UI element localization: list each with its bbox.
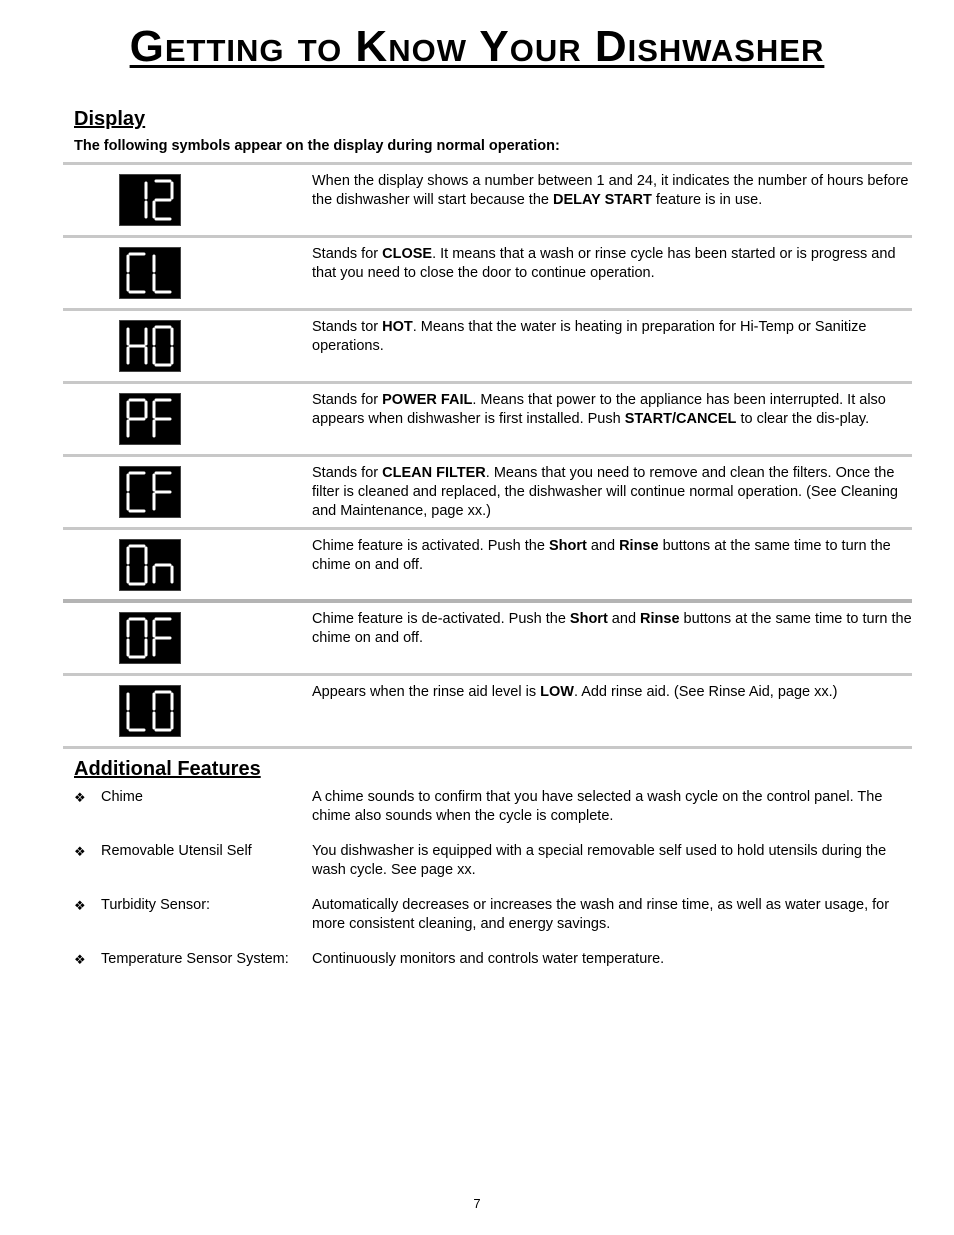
feature-item <box>74 788 914 826</box>
lcd-symbol-pf <box>119 393 181 445</box>
feature-item <box>74 896 914 934</box>
description-text: . Means that power to the appliance has been interrupted. It also appears when dishwasher is first installed. Push <box>312 392 886 427</box>
bold-term: CLEAN FILTER <box>382 465 486 481</box>
display-row <box>63 165 912 238</box>
lcd-symbol-of <box>119 612 181 664</box>
feature-name: Removable Utensil Self <box>101 843 252 859</box>
symbol-description <box>312 391 914 429</box>
description-text: buttons at the same time to turn the chime on and off. <box>312 611 912 646</box>
lcd-symbol-cl <box>119 247 181 299</box>
description-text: . Add rinse aid. (See Rinse Aid, page xx.) <box>573 684 838 700</box>
display-row <box>63 384 912 457</box>
description-text: . Means that the water is heating in preparation for Hi-Temp or Sanitize operations. <box>312 319 867 354</box>
bold-term: CLOSE <box>382 246 433 262</box>
diamond-bullet-icon: ❖ <box>74 790 86 805</box>
bold-term: DELAY START <box>553 192 652 208</box>
symbol-description <box>312 464 914 521</box>
display-row <box>63 530 912 603</box>
diamond-bullet-icon: ❖ <box>74 898 86 913</box>
bold-term: POWER FAIL <box>382 392 473 408</box>
feature-name: Turbidity Sensor: <box>101 897 211 913</box>
description-text: feature is in use. <box>651 192 763 208</box>
lcd-symbol-12 <box>119 174 181 226</box>
description-text: Stands for <box>312 246 383 262</box>
feature-description: Continuously monitors and controls water temperature. <box>312 951 665 967</box>
lcd-symbol-lo <box>119 685 181 737</box>
description-text: Stands for <box>312 465 383 481</box>
description-text: . It means that a wash or rinse cycle has been started or is progress and that you need to close the door to continue operation. <box>312 246 896 281</box>
bold-term: Short <box>569 611 608 627</box>
display-heading: Display <box>74 108 146 130</box>
symbol-description <box>312 610 914 648</box>
description-text: to clear the dis-play. <box>736 411 870 427</box>
description-text: When the display shows a number between 1 and 24, it indicates the number of hours before the dishwasher will start because the <box>312 173 909 208</box>
features-list <box>74 788 914 969</box>
page-number: 7 <box>473 1196 481 1211</box>
description-text: Chime feature is activated. Push the <box>312 538 549 554</box>
description-text: Appears when the rinse aid level is <box>312 684 541 700</box>
lcd-symbol-ho <box>119 320 181 372</box>
description-text: Stands for <box>312 392 383 408</box>
diamond-bullet-icon: ❖ <box>74 844 86 859</box>
display-row <box>63 238 912 311</box>
lcd-symbol-on <box>119 539 181 591</box>
symbol-description <box>312 683 914 702</box>
description-text: and <box>607 611 641 627</box>
feature-item <box>74 950 914 969</box>
symbol-description <box>312 318 914 356</box>
description-text: . Means that you need to remove and clean the filters. Once the filter is cleaned and replaced, the dishwasher will continue normal operation. (See Cleaning and Maintenance, page xx.) <box>312 465 898 519</box>
bold-term: Rinse <box>640 611 680 627</box>
display-row <box>63 311 912 384</box>
description-text: Stands tor <box>312 319 383 335</box>
symbol-description <box>312 245 914 283</box>
feature-name: Chime <box>101 789 143 805</box>
description-text: and <box>586 538 620 554</box>
feature-description: You dishwasher is equipped with a special removable self used to hold utensils during the wash cycle. See page xx. <box>312 843 887 878</box>
lcd-symbol-cf <box>119 466 181 518</box>
display-symbol-table <box>63 162 912 749</box>
display-row <box>63 603 912 676</box>
description-text: Chime feature is de-activated. Push the <box>312 611 570 627</box>
page-title: Getting to Know Your Dishwasher <box>129 22 825 71</box>
bold-term: LOW <box>540 684 574 700</box>
display-row <box>63 676 912 749</box>
feature-description: A chime sounds to confirm that you have selected a wash cycle on the control panel. The chime also sounds when the cycle is complete. <box>312 789 883 824</box>
feature-name: Temperature Sensor System: <box>101 951 289 967</box>
description-text: buttons at the same time to turn the chime on and off. <box>312 538 891 573</box>
bold-term: Short <box>548 538 587 554</box>
bold-term: Rinse <box>619 538 659 554</box>
symbol-description <box>312 537 914 575</box>
display-row <box>63 457 912 530</box>
display-intro: The following symbols appear on the display during normal operation: <box>74 138 560 154</box>
diamond-bullet-icon: ❖ <box>74 952 86 967</box>
symbol-description <box>312 172 914 210</box>
bold-term: HOT <box>382 319 413 335</box>
bold-term: START/CANCEL <box>624 411 737 427</box>
additional-features-heading: Additional Features <box>74 758 261 780</box>
feature-description: Automatically decreases or increases the wash and rinse time, as well as water usage, for more consistent cleaning, and energy savings. <box>312 897 890 932</box>
feature-item <box>74 842 914 880</box>
